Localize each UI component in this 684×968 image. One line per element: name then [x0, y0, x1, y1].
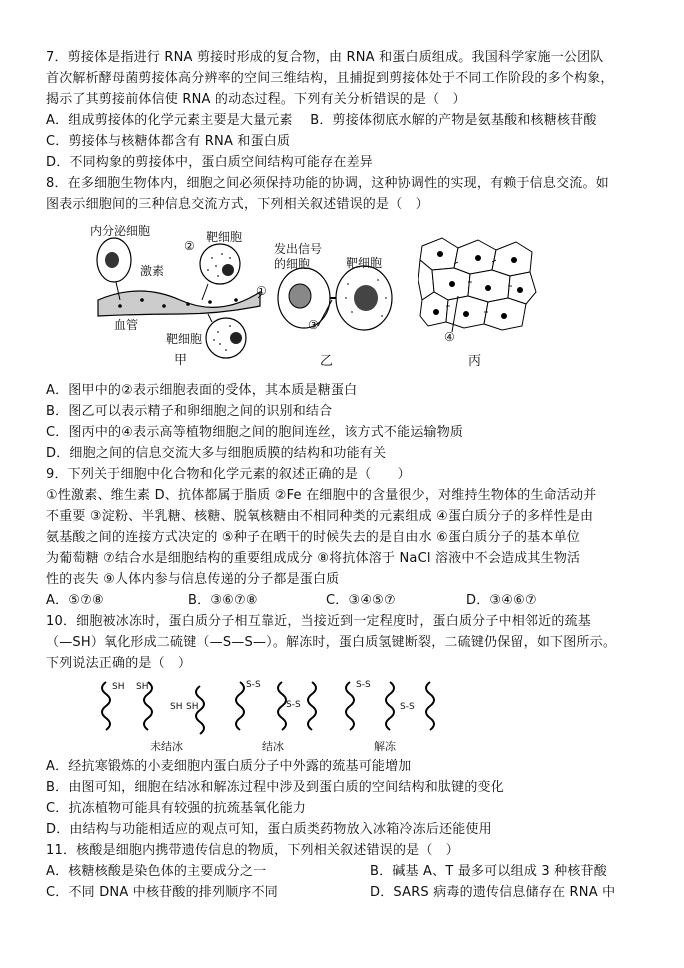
marker-2: ②: [184, 239, 195, 253]
q8-figure-bing: [418, 236, 538, 368]
q8-option-c: C．图丙中的④表示高等植物细胞之间的胞间连丝，该方式不能运输物质: [46, 425, 464, 440]
q10-stem-line1: 10．细胞被冰冻时，蛋白质分子相互靠近，当接近到一定程度时，蛋白质分子中相邻近的巯基: [46, 614, 591, 629]
caption-unfrozen: 未结冰: [150, 740, 183, 753]
q9-stem-line1: 9．下列关于细胞中化合物和化学元素的叙述正确的是（ ）: [46, 467, 411, 482]
figure-caption-yi: 乙: [320, 354, 334, 369]
endocrine-cell-label: 内分泌细胞: [90, 224, 151, 238]
q8-figure-yi: [274, 236, 404, 368]
ss-label-1: S-S: [246, 680, 261, 690]
target-cell-bottom-label: 靶细胞: [166, 332, 203, 346]
marker-4: ④: [444, 330, 455, 344]
sh-label-3: SH: [170, 702, 183, 712]
q9-option-c: C．③④⑤⑦: [326, 593, 396, 608]
q11-option-c: C．不同 DNA 中核苷酸的排列顺序不同: [46, 885, 278, 900]
plasmodesmata-tissue-diagram: [418, 236, 538, 340]
sh-label-1: SH: [112, 682, 125, 692]
q9-stem-line2: ①性激素、维生素 D、抗体都属于脂质 ②Fe 在细胞中的含量很少，对维持生物体的生命活动并: [46, 488, 597, 503]
q9-stem-line5: 为葡萄糖 ⑦结合水是细胞结构的重要组成成分 ⑧将抗体溶于 NaCl 溶液中不会造成其生物活: [46, 551, 581, 566]
q10-figure: [90, 676, 450, 756]
q10-option-b: B．由图可知，细胞在结冰和解冻过程中涉及到蛋白质的空间结构和肽键的变化: [46, 780, 504, 795]
figure-caption-bing: 丙: [468, 354, 482, 369]
q7-stem-line1: 7．剪接体是指进行 RNA 剪接时形成的复合物，由 RNA 和蛋白质组成。我国科学家施一公团队: [46, 50, 604, 65]
sh-label-4: SH: [186, 702, 199, 712]
q7-option-ab: A．组成剪接体的化学元素主要是大量元素 B．剪接体彻底水解的产物是氨基酸和核糖核苷酸: [46, 113, 597, 128]
q7-stem-line3: 揭示了其剪接前体信使 RNA 的动态过程。下列有关分析错误的是（ ）: [46, 92, 466, 107]
q11-option-d: D．SARS 病毒的遗传信息储存在 RNA 中: [370, 885, 616, 900]
q10-option-a: A．经抗寒锻炼的小麦细胞内蛋白质分子中外露的巯基可能增加: [46, 759, 412, 774]
figure-caption-jia: 甲: [174, 353, 188, 368]
q8-figure-jia: [90, 220, 280, 370]
q7-stem-line2: 首次解析酵母菌剪接体高分辨率的空间三维结构，且捕捉到剪接体处于不同工作阶段的多个构象，: [46, 71, 614, 86]
q9-stem-line4: 氨基酸之间的连接方式决定的 ⑤种子在晒干的时候失去的是自由水 ⑥蛋白质分子的基本单位: [46, 530, 580, 545]
marker-1: ①: [256, 284, 267, 298]
q9-option-b: B．③⑥⑦⑧: [188, 593, 258, 608]
q8-option-d: D．细胞之间的信息交流大多与细胞质膜的结构和功能有关: [46, 446, 387, 461]
q9-stem-line3: 不重要 ③淀粉、半乳糖、核糖、脱氧核糖由不相同种类的元素组成 ④蛋白质分子的多样性是由: [46, 509, 594, 524]
blood-vessel-label: 血管: [114, 318, 139, 332]
q11-option-a: A．核糖核酸是染色体的主要成分之一: [46, 864, 267, 879]
ss-label-3: S-S: [356, 680, 371, 690]
target-cell-label: 靶细胞: [346, 256, 383, 270]
sh-label-2: SH: [136, 682, 149, 692]
q10-stem-line3: 下列说法正确的是（ ）: [46, 656, 192, 671]
q9-option-a: A．⑤⑦⑧: [46, 593, 104, 608]
q7-option-d: D．不同构象的剪接体中，蛋白质空间结构可能存在差异: [46, 155, 374, 170]
hormone-label: 激素: [140, 264, 165, 278]
q7-option-c: C．剪接体与核糖体都含有 RNA 和蛋白质: [46, 134, 291, 149]
target-cell-top-label: 靶细胞: [206, 230, 243, 244]
marker-3: ③: [308, 318, 319, 332]
q8-stem-line1: 8．在多细胞生物体内，细胞之间必须保持功能的协调，这种协调性的实现，有赖于信息交流。如: [46, 176, 609, 191]
q11-stem: 11．核酸是细胞内携带遗传信息的物质，下列相关叙述错误的是（ ）: [46, 843, 459, 858]
q9-option-d: D．③④⑥⑦: [466, 593, 537, 608]
caption-frozen: 结冰: [262, 740, 284, 753]
q8-stem-line2: 图表示细胞间的三种信息交流方式，下列相关叙述错误的是（ ）: [46, 197, 429, 212]
q10-stem-line2: （—SH）氧化形成二硫键（—S—S—）。解冻时，蛋白质氢键断裂，二硫键仍保留，如下图所示。: [46, 635, 617, 650]
q8-option-b: B．图乙可以表示精子和卵细胞之间的识别和结合: [46, 404, 333, 419]
q10-option-c: C．抗冻植物可能具有较强的抗巯基氧化能力: [46, 801, 307, 816]
q10-option-d: D．由结构与功能相适应的观点可知，蛋白质类药物放入冰箱冷冻后还能使用: [46, 822, 492, 837]
signal-cell-label-line2: 的细胞: [274, 257, 311, 271]
ss-label-4: S-S: [400, 702, 415, 712]
q11-option-b: B．碱基 A、T 最多可以组成 3 种核苷酸: [370, 864, 607, 879]
ss-label-2: S-S: [286, 700, 301, 710]
signal-cell-label-line1: 发出信号: [274, 242, 323, 256]
caption-thawed: 解冻: [374, 740, 396, 753]
q9-stem-line6: 性的丧失 ⑨人体内参与信息传递的分子都是蛋白质: [46, 572, 340, 587]
q8-option-a: A．图甲中的②表示细胞表面的受体，其本质是糖蛋白: [46, 383, 358, 398]
